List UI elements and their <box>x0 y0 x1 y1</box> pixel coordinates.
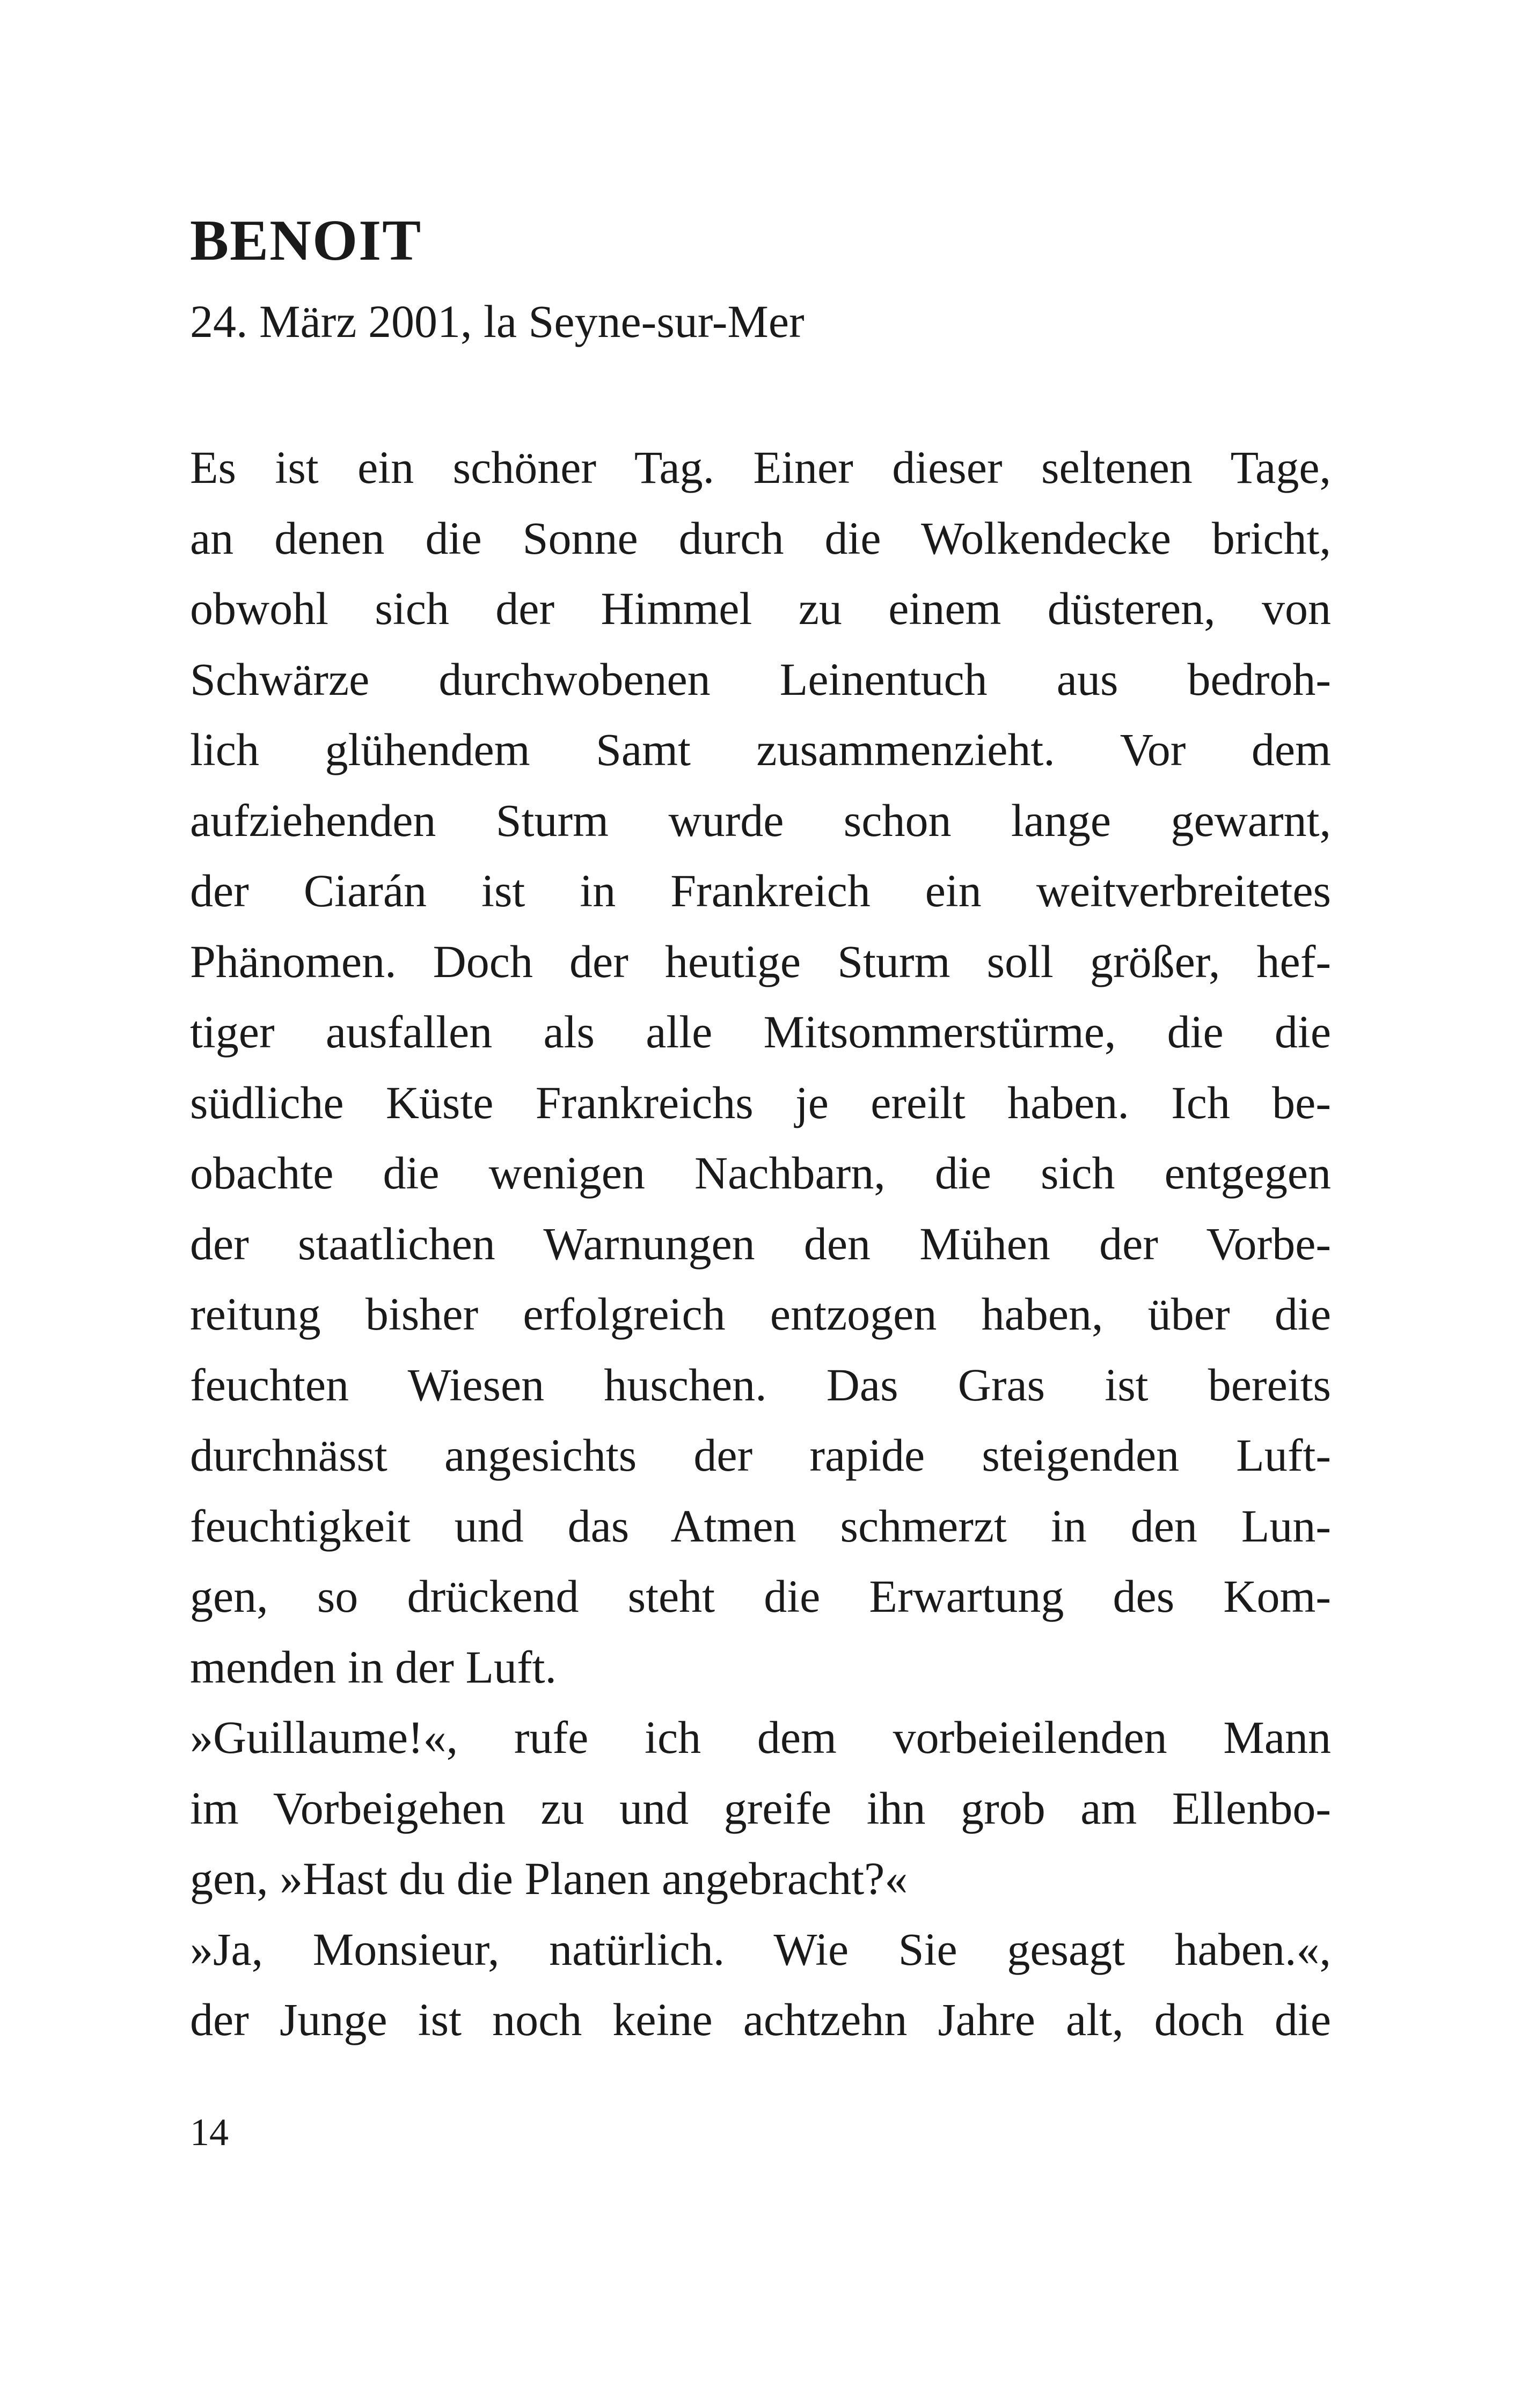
text-line: Es ist ein schöner Tag. Einer dieser seltenen Tage, <box>190 442 1331 493</box>
text-line: südliche Küste Frankreichs je ereilt haben. Ich be- <box>190 1076 1331 1128</box>
chapter-title: BENOIT <box>190 209 422 273</box>
page-number: 14 <box>190 2111 229 2154</box>
text-line: feuchten Wiesen huschen. Das Gras ist bereits <box>190 1359 1331 1411</box>
text-line: im Vorbeigehen zu und greife ihn grob am Ellenbo- <box>190 1782 1331 1834</box>
text-line: »Ja, Monsieur, natürlich. Wie Sie gesagt haben.«, <box>190 1923 1331 1975</box>
text-line: Schwärze durchwobenen Leinentuch aus bedroh- <box>190 653 1331 705</box>
text-line: der Ciarán ist in Frankreich ein weitverbreitetes <box>190 865 1331 916</box>
text-line: reitung bisher erfolgreich entzogen haben, über die <box>190 1288 1331 1340</box>
text-line: an denen die Sonne durch die Wolkendecke bricht, <box>190 512 1331 564</box>
text-line: gen, »Hast du die Planen angebracht?« <box>190 1853 908 1904</box>
text-line: der staatlichen Warnungen den Mühen der Vorbe- <box>190 1217 1331 1269</box>
text-line: obwohl sich der Himmel zu einem düsteren, von <box>190 583 1331 634</box>
chapter-dateline: 24. März 2001, la Seyne-sur-Mer <box>190 296 805 347</box>
text-line: lich glühendem Samt zusammenzieht. Vor dem <box>190 724 1331 775</box>
text-line: aufziehenden Sturm wurde schon lange gewarnt, <box>190 794 1331 846</box>
text-line: menden in der Luft. <box>190 1641 557 1693</box>
text-line: durchnässt angesichts der rapide steigenden Luft- <box>190 1429 1331 1481</box>
text-line: der Junge ist noch keine achtzehn Jahre alt, doch die <box>190 1994 1331 2045</box>
text-line: feuchtigkeit und das Atmen schmerzt in den Lun- <box>190 1500 1331 1552</box>
body-text <box>190 432 1331 2055</box>
text-line: obachte die wenigen Nachbarn, die sich entgegen <box>190 1147 1331 1199</box>
text-line: »Guillaume!«, rufe ich dem vorbeieilenden Mann <box>190 1712 1331 1763</box>
text-line: Phänomen. Doch der heutige Sturm soll größer, hef- <box>190 935 1331 987</box>
text-line: tiger ausfallen als alle Mitsommerstürme, die die <box>190 1006 1331 1058</box>
text-line: gen, so drückend steht die Erwartung des Kom- <box>190 1570 1331 1622</box>
